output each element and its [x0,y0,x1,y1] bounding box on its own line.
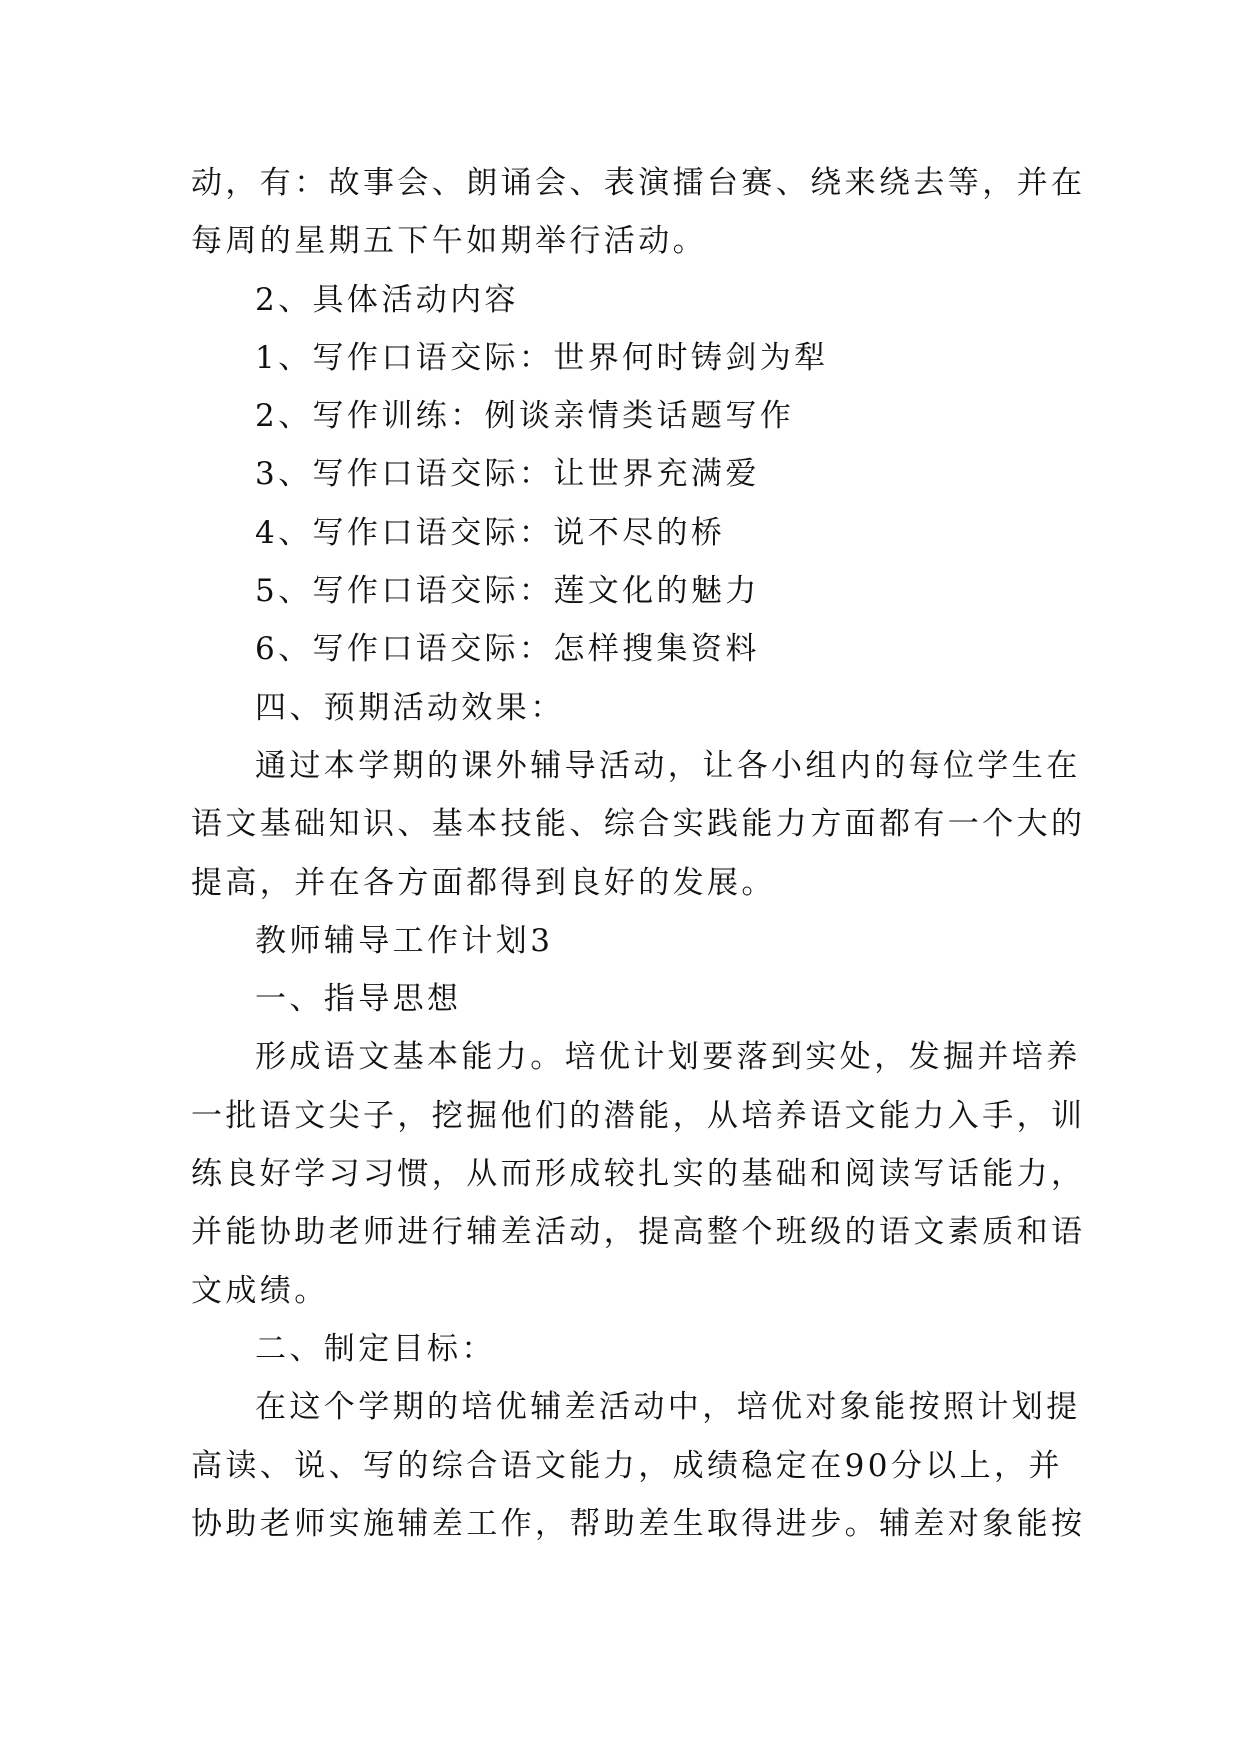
list-item: 2、写作训练：例谈亲情类话题写作 [255,398,795,435]
list-item: 6、写作口语交际：怎样搜集资料 [255,631,760,668]
section-heading: 一、指导思想 [255,981,462,1018]
document-title: 教师辅导工作计划3 [255,922,554,959]
paragraph-line: 语文基础知识、基本技能、综合实践能力方面都有一个大的 [191,806,1086,843]
paragraph-line: 练良好学习习惯，从而形成较扎实的基础和阅读写话能力， [191,1156,1086,1193]
paragraph-line: 协助老师实施辅差工作，帮助差生取得进步。辅差对象能按 [191,1505,1086,1542]
section-heading: 四、预期活动效果： [255,689,565,726]
list-item: 1、写作口语交际：世界何时铸剑为犁 [255,339,829,376]
paragraph-line: 提高，并在各方面都得到良好的发展。 [191,864,776,901]
paragraph-line: 高读、说、写的综合语文能力，成绩稳定在90分以上，并 [191,1447,1063,1484]
list-item: 5、写作口语交际：莲文化的魅力 [255,573,760,610]
section-heading: 二、制定目标： [255,1330,496,1367]
paragraph-line: 文成绩。 [191,1272,329,1309]
list-item: 4、写作口语交际：说不尽的桥 [255,514,726,551]
document-body [191,154,1086,1553]
paragraph-line: 在这个学期的培优辅差活动中，培优对象能按照计划提 [255,1389,1081,1426]
list-item: 3、写作口语交际：让世界充满爱 [255,456,760,493]
paragraph-line: 通过本学期的课外辅导活动，让各小组内的每位学生在 [255,747,1081,784]
paragraph-line: 形成语文基本能力。培优计划要落到实处，发掘并培养 [255,1039,1081,1076]
text-line: 动，有：故事会、朗诵会、表演擂台赛、绕来绕去等，并在 [191,165,1086,201]
paragraph-line: 一批语文尖子，挖掘他们的潜能，从培养语文能力入手，训 [191,1097,1086,1134]
text-line: 每周的星期五下午如期举行活动。 [191,223,707,260]
section-heading: 2、具体活动内容 [255,281,519,318]
paragraph-line: 并能协助老师进行辅差活动，提高整个班级的语文素质和语 [191,1214,1086,1251]
